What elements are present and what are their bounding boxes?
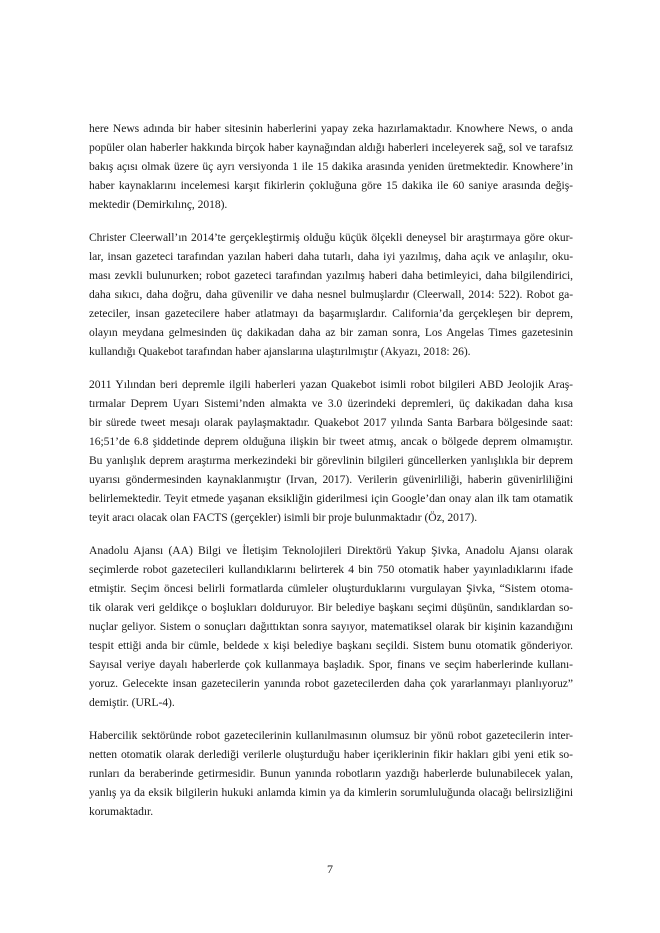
text-line: Christer Cleerwall’ın 2014’te gerçekleştirmiş olduğu küçük ölçekli deneysel bir araştırmaya göre okur-	[89, 231, 573, 244]
text-line: 16;51’de 6.8 şiddetinde deprem olduğuna ilişkin bir tweet atmış, ancak o bölgede deprem olmamıştır.	[89, 435, 573, 448]
text-line: uyarısı göndermesinden kaynaklanmıştır (Irvan, 2017). Verilerin güvenirliliği, haberin güvenirliliğini	[89, 473, 573, 486]
text-line: daha sıkıcı, daha doğru, daha güvenilir ve daha nesnel bulmuşlardır (Cleerwall, 2014: 522). Robot ga-	[89, 288, 573, 301]
text-line: runları da beraberinde getirmesidir. Bunun yanında robotların yazdığı haberlerde bulunabilecek yalan,	[89, 767, 573, 780]
text-line: etmiştir. Seçim öncesi belirli formatlarda cümleler oluşturduklarını vurgulayan Şivka, “Sistem otoma-	[89, 582, 573, 595]
text-line: yoruz. Gelecekte insan gazetecilerin yanında robot gazetecilerden daha çok yararlanmayı planlıyoruz”	[89, 677, 573, 690]
paragraph	[89, 541, 573, 712]
text-line: ması zevkli bulunurken; robot gazeteci tarafından yazılmış haberi daha betimleyici, daha bilgilendirici,	[89, 269, 573, 282]
paragraph	[89, 726, 573, 821]
text-line: tespit ettiği anda bir cümle, beldede x kişi belediye başkanı seçildi. Sistem bunu otomatik gönderiyor.	[89, 639, 573, 652]
text-line: popüler olan haberler hakkında birçok haber kaynağından aldığı haberleri inceleyerek sağ, sol ve tarafsız	[89, 141, 573, 154]
body-text	[89, 119, 573, 835]
text-line: mektedir (Demirkılınç, 2018).	[89, 198, 228, 211]
text-line: Habercilik sektöründe robot gazetecilerinin kullanılmasının olumsuz bir yönü robot gazetecilerin inter-	[89, 729, 573, 742]
text-line: bakış açısı olmak üzere üç ayrı versiyonda 1 ile 15 dakika arasında yeniden üretmektedir. Knowhere’in	[89, 160, 573, 173]
text-line: yanlış ya da eksik bilgilerin hukuki anlamda kimin ya da kimlerin sorumluluğunda olacağı belirsizliğini	[89, 786, 573, 799]
text-line: lar, insan gazeteci tarafından yazılan haberi daha tutarlı, daha iyi yazılmış, daha açık ve anlaşılır, oku-	[89, 250, 573, 263]
text-line: belirlemektedir. Teyit etmede yaşanan eksikliğin giderilmesi için Google’dan onay alan ilk tam otamatik	[89, 492, 573, 505]
text-line: tik olarak veri geldikçe o boşlukları dolduruyor. Bir belediye başkanı seçimi düşünün, sandıklardan so-	[89, 601, 573, 614]
paragraph	[89, 375, 573, 527]
text-line: zeteciler, insan gazetecilere haber atlatmayı da başarmışlardır. California’da gerçekleşen bir deprem,	[89, 307, 573, 320]
text-line: netten otomatik olarak derlediği verilerle oluşturduğu haber içeriklerinin fikir hakları gibi yeni etik so-	[89, 748, 573, 761]
text-line: tırmalar Deprem Uyarı Sistemi’nden almakta ve 3.0 üzerindeki depremleri, üç dakikadan daha kısa	[89, 397, 573, 410]
text-line: seçimlerde robot gazetecileri kullandıklarını belirterek 4 bin 750 otomatik haber yayınladıklarını ifade	[89, 563, 573, 576]
text-line: Sayısal veriye dayalı haberlerde çok kullanmaya başladık. Spor, finans ve seçim haberlerinde kullanı-	[89, 658, 573, 671]
text-line: bir sürede tweet mesajı olarak paylaşmaktadır. Quakebot 2017 yılında Santa Barbara bölgesinde saat:	[89, 416, 573, 429]
text-line: olayın meydana gelmesinden üç dakikadan daha az bir zaman sonra, Los Angelas Times gazetesinin	[89, 326, 573, 339]
page-number: 7	[327, 862, 333, 876]
text-line: 2011 Yılından beri depremle ilgili haberleri yazan Quakebot isimli robot bilgileri ABD Jeolojik Araş-	[89, 378, 573, 391]
text-line: demiştir. (URL-4).	[89, 696, 175, 709]
text-line: Bu yanlışlık deprem araştırma merkezindeki bir görevlinin bilgileri güncellerken yanlışlıkla bir deprem	[89, 454, 573, 467]
paragraph	[89, 228, 573, 361]
text-line: nuçlar geliyor. Sistem o sonuçları dağıttıktan sonra sayıyor, matematiksel olarak bir kişinin kazandığını	[89, 620, 573, 633]
text-line: teyit aracı olacak olan FACTS (gerçekler) isimli bir proje bulunmaktadır (Öz, 2017).	[89, 511, 478, 524]
text-line: haber kaynaklarını incelemesi karşıt fikirlerin çokluğuna göre 15 dakika ile 60 saniye arasında değiş-	[89, 179, 573, 192]
text-line: kullandığı Quakebot tarafından haber ajanslarına ulaştırılmıştır (Akyazı, 2018: 26).	[89, 345, 471, 358]
text-line: Anadolu Ajansı (AA) Bilgi ve İletişim Teknolojileri Direktörü Yakup Şivka, Anadolu Ajansı olarak	[89, 544, 573, 557]
paragraph	[89, 119, 573, 214]
text-line: here News adında bir haber sitesinin haberlerini yapay zeka hazırlamaktadır. Knowhere News, o anda	[89, 122, 573, 135]
text-line: korumaktadır.	[89, 805, 154, 818]
